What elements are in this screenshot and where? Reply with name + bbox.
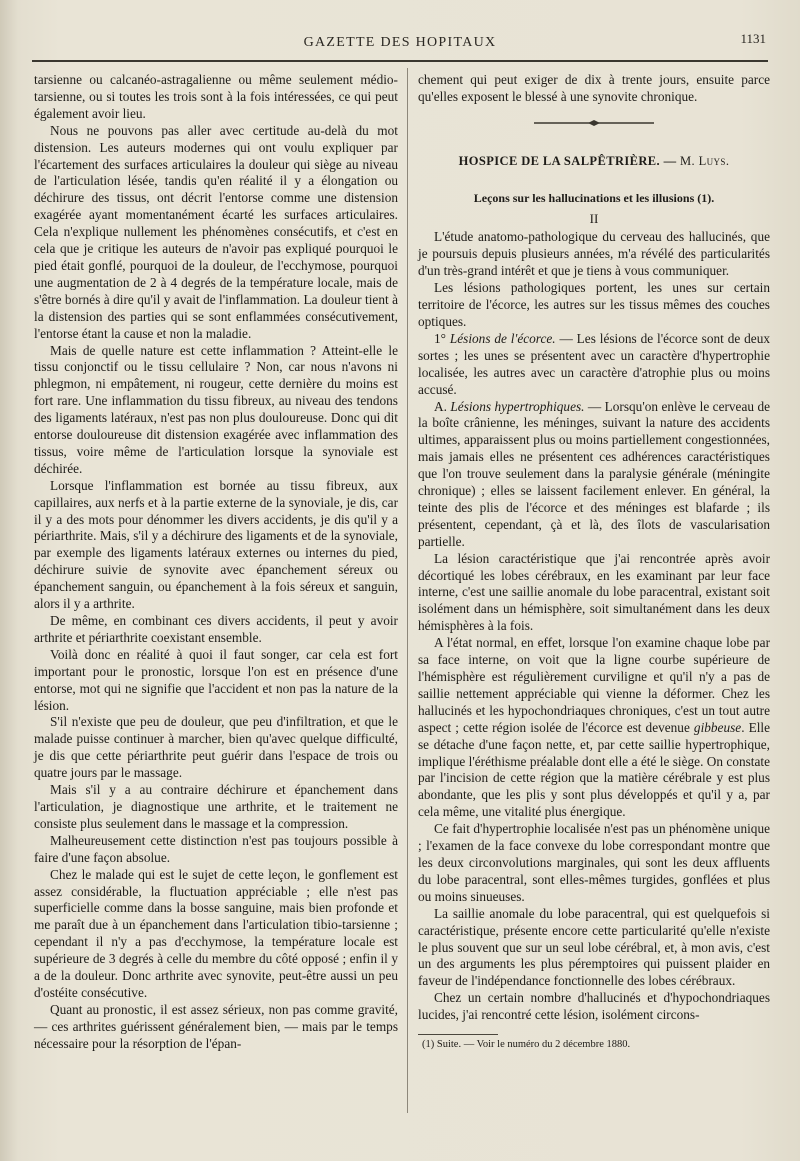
footnote: (1) Suite. — Voir le numéro du 2 décembre 1880. bbox=[422, 1039, 631, 1051]
paragraph-text: — Lorsqu'on enlève le cerveau de la boîte crânienne, les méninges, suivant la nature des accidents ultimes, apparaissent plus ou moins partiellement congestionnées, mais jamais elles ne présentent ces adhérences caractéristiques que l'on trouve seulement dans la paralysie générale (méningite chronique) ; elles se laissent facilement enlever. En général, la teinte des plis de l'écorce et des méninges est blafarde ; ils présentent, cependant, çà et là, des îlots de vascularisation partielle. bbox=[418, 398, 770, 549]
paragraph: Les lésions pathologiques portent, les unes sur certain territoire de l'écorce, les autres sur les tissus mêmes des couches optiques. bbox=[418, 280, 770, 329]
paragraph: La saillie anomale du lobe paracentral, qui est quelquefois si caractéristique, présente encore cette particularité qu'elle n'existe le plus souvent que sur un seul lobe cérébral, et, à mon avis, c'est un des arguments les plus péremptoires qui puissent plaider en faveur de l'indépendance fonctionnelle des lobes cérébraux. bbox=[418, 905, 770, 989]
page-header bbox=[30, 30, 770, 60]
paragraph: Lorsque l'inflammation est bornée au tissu fibreux, aux capillaires, aux nerfs et à la partie externe de la synoviale, je dis, car il y a des mots pour dénommer les divers accidents, je dis qu'il y a périarthrite. Mais, s'il y a déchirure des ligaments et de la synoviale, par exemple des ligaments latéraux externes ou internes du pied, déchirure suivie de synovite avec épanchement séreux ou épanchement sanguin, ou épanchement à la fois séreux et sanguin, alors il y a arthrite. bbox=[34, 477, 398, 612]
author-name: M. Luys. bbox=[680, 153, 730, 168]
subheading-italic: Lésions hypertrophiques. bbox=[450, 398, 585, 414]
paragraph: L'étude anatomo-pathologique du cerveau des hallucinés, que je poursuis depuis plusieurs années, m'a révélé des particularités d'un très-grand intérêt et que je tiens à vous communiquer. bbox=[418, 229, 770, 279]
paragraph: Mais s'il y a au contraire déchirure et épanchement dans l'articulation, je diagnostique une arthrite, et le traitement ne consiste plus seulement dans le massage et la compression. bbox=[34, 782, 398, 831]
paragraph: Quant au pronostic, il est assez sérieux, non pas comme gravité, — ces arthrites guérissent généralement bien, — mais par le temps nécessaire pour la résorption de l'épan- bbox=[34, 1001, 398, 1051]
paragraph: Nous ne pouvons pas aller avec certitude au-delà du mot distension. Les auteurs modernes qui ont voulu expliquer par l'écartement des surfaces articulaires la douleur qui siège au niveau de l'articulation lésée, tandis qu'en réalité il y a élongation ou déchirure des tissus, ont décrit l'entorse comme une distension exagérée ayant momentanément écarté les surfaces articulaires. Cela n'explique nullement les phénomènes consécutifs, et c'est en cela que je critique les auteurs de n'avoir pas expliqué pourquoi le pied était gonflé, pourquoi de la douleur, de l'ecchymose, pourquoi une augmentation de 2 à 4 degrés de la température locale, mais de s'être bornés à dire qu'il y avait de l'inflammation. La douleur tient à la distension des parties qui se sont enflammées consécutivement, l'entorse étant la cause et non la maladie. bbox=[34, 122, 398, 341]
paragraph: Voilà donc en réalité à quoi il faut songer, car cela est fort important pour le pronostic, lorsque l'on est en présence d'une entorse, mot qui ne signifie que l'accident et non pas la nature de la lésion. bbox=[34, 646, 398, 713]
paragraph: Chez un certain nombre d'hallucinés et d'hypochondriaques lucides, j'ai rencontré cette lésion, isolément circons- bbox=[418, 990, 770, 1023]
header-rule bbox=[32, 60, 768, 62]
paragraph-label: 1° bbox=[434, 330, 450, 346]
paragraph: Malheureusement cette distinction n'est pas toujours possible à faire d'une façon absolue. bbox=[34, 832, 398, 865]
lecture-title: Leçons sur les hallucinations et les illusions (1). bbox=[473, 190, 715, 205]
left-column bbox=[34, 72, 398, 1053]
column-divider bbox=[407, 68, 408, 1113]
footnote-rule bbox=[418, 1034, 498, 1035]
paragraph bbox=[418, 331, 770, 399]
paragraph bbox=[418, 399, 770, 551]
lecture-number: II bbox=[589, 210, 599, 226]
paragraph: La lésion caractéristique que j'ai rencontrée après avoir décortiqué les lobes cérébraux, en les examinant par leur face interne, c'est une saillie anomale du lobe paracentral, existant soit isolément dans un hémisphère, soit simultanément dans les deux hémisphères à la fois. bbox=[418, 550, 770, 634]
paragraph: chement qui peut exiger de dix à trente jours, ensuite parce qu'elles exposent le blessé à une synovite chronique. bbox=[418, 72, 770, 104]
paragraph bbox=[418, 635, 770, 821]
right-column bbox=[418, 72, 770, 1051]
paragraph: Ce fait d'hypertrophie localisée n'est pas un phénomène unique ; l'examen de la face convexe du lobe correspondant montre que les deux circonvolutions marginales, qui sont les deux affluents du lobe paracentral, sont elles-mêmes turgides, gonflées et plus ou moins sinueuses. bbox=[418, 821, 770, 904]
section-ornament bbox=[418, 116, 770, 133]
page-number: 1131 bbox=[740, 31, 766, 46]
paragraph: tarsienne ou calcanéo-astragalienne ou même seulement médio-tarsienne, ou si toutes les trois sont à la fois intéressées, ce qui peut également avoir lieu. bbox=[34, 72, 398, 121]
paragraph-label: A. bbox=[434, 398, 451, 414]
section-heading bbox=[418, 153, 770, 170]
hospital-name: HOSPICE DE LA SALPÊTRIÈRE. — bbox=[458, 153, 681, 168]
paragraph: S'il n'existe que peu de douleur, que peu d'infiltration, et que le malade puisse continuer à marcher, bien qu'avec quelque difficulté, je dis que cette périarthrite peut guérir dans l'espace de trois ou quatre jours par le massage. bbox=[34, 714, 398, 781]
paragraph: De même, en combinant ces divers accidents, il peut y avoir arthrite et périarthrite coexistant ensemble. bbox=[34, 613, 398, 645]
subheading-italic: Lésions de l'écorce. bbox=[449, 330, 556, 346]
ornament-rule-icon bbox=[534, 120, 654, 126]
paragraph-text: — Les lésions de l'écorce sont de deux sortes ; les unes se présentent avec un caractère d'hypertrophie localisée, les autres avec un caractère d'atrophie plus ou moins accusé. bbox=[418, 330, 771, 397]
journal-title: GAZETTE DES HOPITAUX bbox=[303, 35, 497, 50]
paragraph: Chez le malade qui est le sujet de cette leçon, le gonflement est assez considérable, la fluctuation appréciable ; elle n'est pas superficielle comme dans la bosse sanguine, mais bien profonde et me paraît due à un épanchement dans l'articulation tibio-tarsienne ; cependant il n'y a pas d'ecchymose, la température locale est supérieure de 3 degrés à celle du membre du côté opposé ; enfin il y a de la douleur. Donc arthrite avec synovite, peut-être aussi un peu d'ostéite consécutive. bbox=[34, 866, 398, 1000]
paragraph: Mais de quelle nature est cette inflammation ? Atteint-elle le tissu conjonctif ou le tissu cellulaire ? Non, car nous n'avons ni phlegmon, ni empâtement, ni rougeur, cette dernière du moins est fort rare. Une inflammation du tissu fibreux, au niveau des tendons des ligaments latéraux, n'est pas non plus douloureuse. Donc qui dit entorse douloureuse dit distension exagérée avec inflammation des tissus, voire même de l'articulation lorsque la synoviale est déchirée. bbox=[34, 342, 398, 476]
paragraph-text: A l'état normal, en effet, lorsque l'on examine chaque lobe par sa face interne, on voit que la ligne courbe supérieure de l'hémisphère est régulièrement curviligne et qu'il n'y a pas de saillie nettement appréciable qui vienne la déformer. Chez les hallucinés et les hypochondriaques chroniques, c'est un tout autre aspect ; cette région isolée de l'écorce est devenue bbox=[418, 635, 770, 735]
emphasis-italic: gibbeuse bbox=[693, 719, 742, 735]
paragraph-text: . Elle se détache d'une façon nette, et, par cette saillie hypertrophique, implique l'éréthisme préalable dont elle a été le siège. On constate par l'incision de cette région que la matière cérébrale y est plus abondante, que les plis y sont plus développés et qu'il y a, par cela même, une vitalité plus énergique. bbox=[418, 719, 770, 820]
